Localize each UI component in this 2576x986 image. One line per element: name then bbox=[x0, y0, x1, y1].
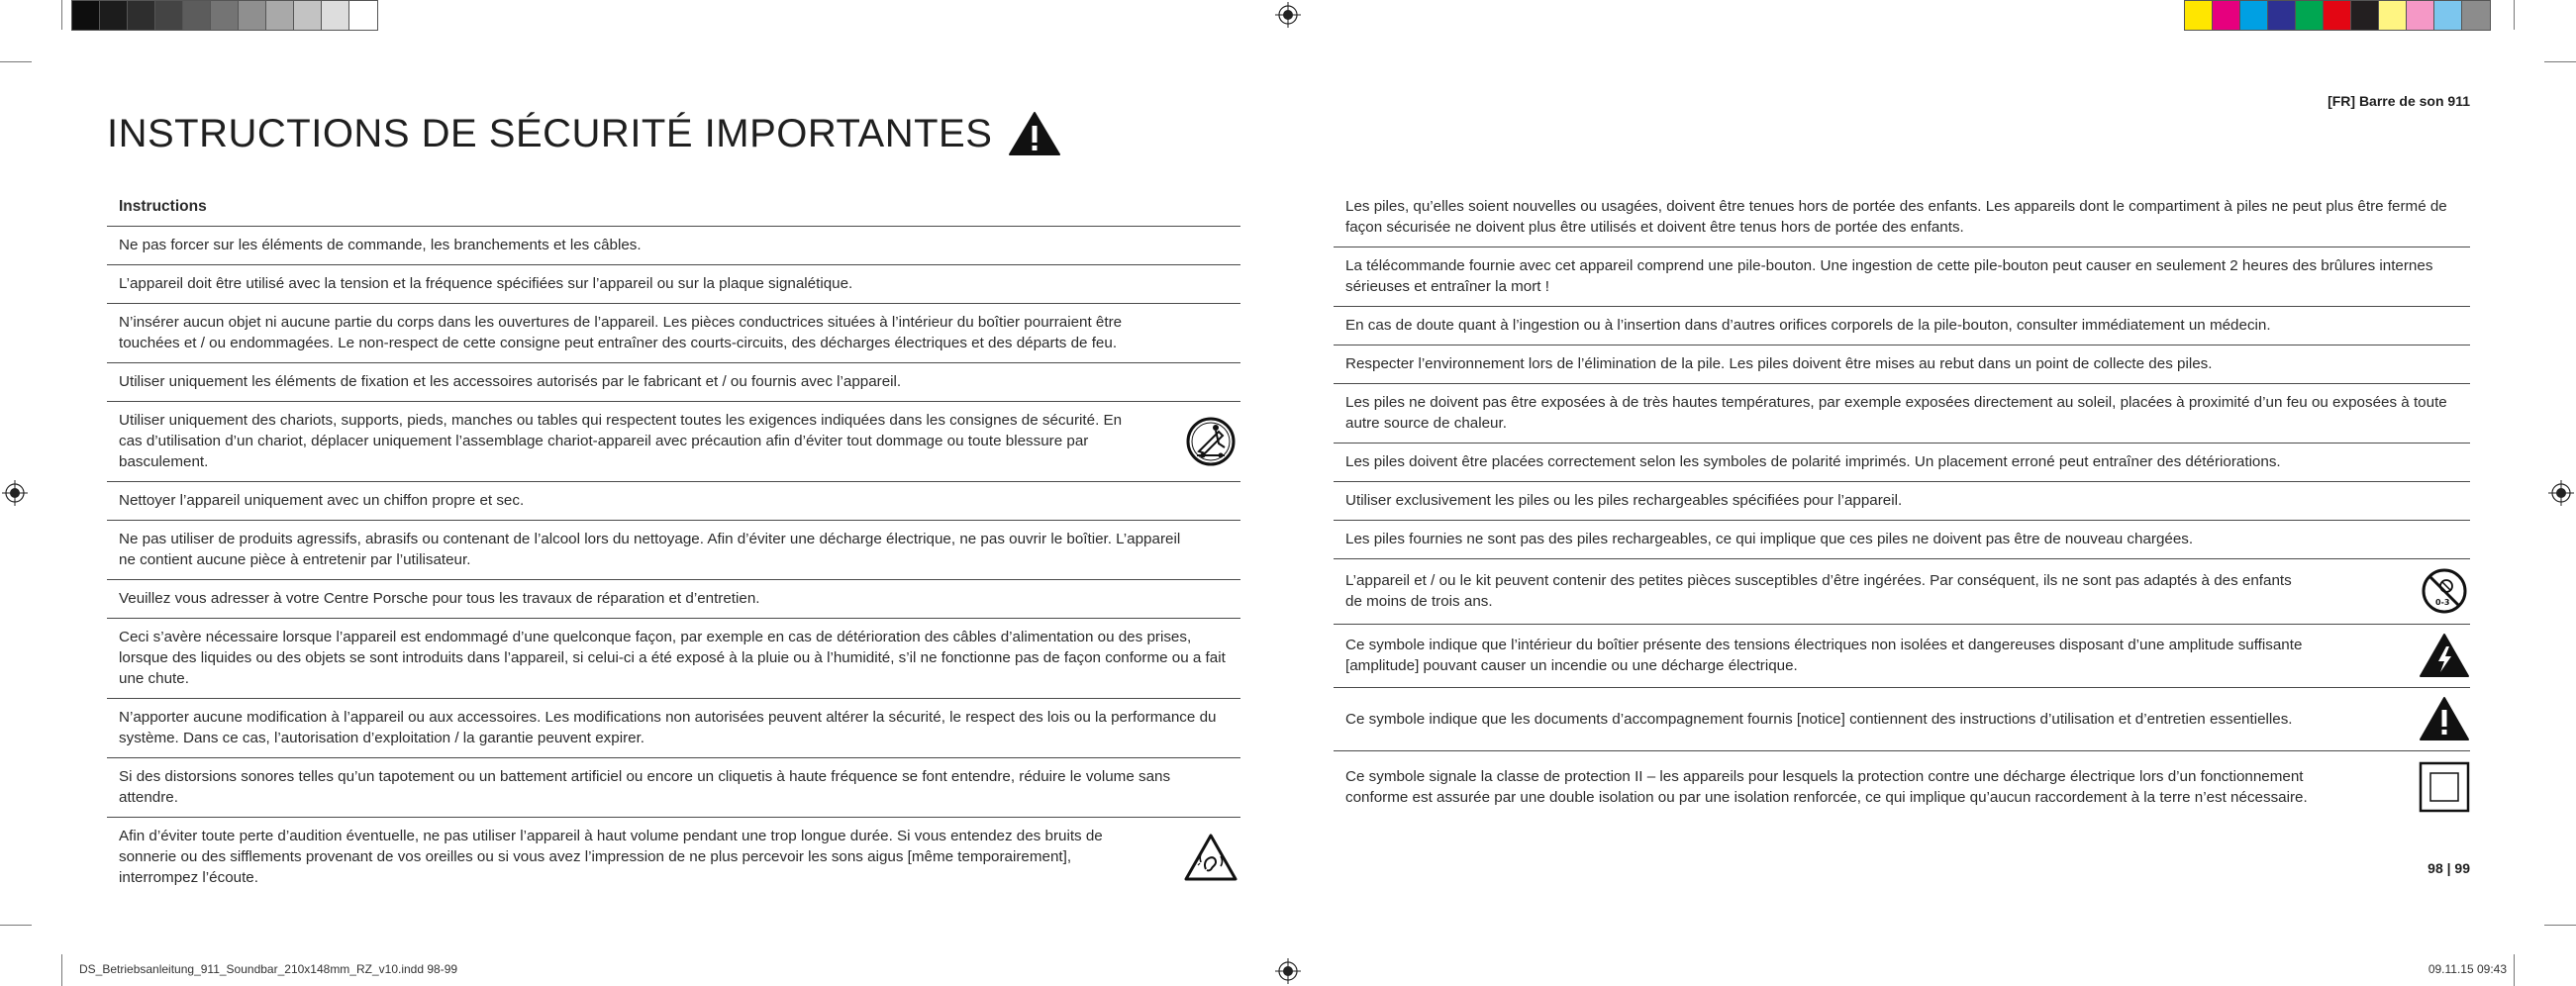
color-swatch bbox=[2434, 1, 2462, 30]
crop-mark bbox=[61, 954, 62, 986]
crop-mark bbox=[2544, 61, 2576, 62]
page-title-text: INSTRUCTIONS DE SÉCURITÉ IMPORTANTES bbox=[107, 111, 993, 155]
gray-swatch bbox=[100, 1, 128, 30]
gray-swatch bbox=[211, 1, 239, 30]
instruction-item bbox=[107, 521, 1240, 580]
running-head: [FR] Barre de son 911 bbox=[2328, 93, 2470, 109]
battery-text: Utiliser exclusivement les piles ou les piles rechargeables spécifiées pour l’appareil. bbox=[1345, 492, 1903, 509]
instruction-text: N’apporter aucune modification à l’appareil ou aux accessoires. Les modifications non autorisées peuvent altérer la sécurité, le respect des lois ou la performance du système. Dans ce cas, l’autorisation d’exploitation / la garantie peuvent expirer. bbox=[119, 709, 1217, 746]
instruction-item bbox=[107, 363, 1240, 402]
age-restriction-icon bbox=[2421, 567, 2468, 615]
registration-mark-icon bbox=[2, 480, 28, 506]
instruction-text: Nettoyer l’appareil uniquement avec un chiffon propre et sec. bbox=[119, 492, 525, 509]
crop-mark bbox=[61, 0, 62, 30]
instruction-text: Utiliser uniquement les éléments de fixation et les accessoires autorisés par le fabricant et / ou fournis avec l’appareil. bbox=[119, 373, 902, 390]
instruction-text: N’insérer aucun objet ni aucune partie du corps dans les ouvertures de l’appareil. Les pièces conductrices situées à l’intérieur du boîtier pourraient être touchées et / ou endommagées. Le non-respect de cette consigne peut entraîner des courts-circuits, des décharges électriques et des départs de feu. bbox=[119, 314, 1123, 351]
process-color-bar bbox=[2184, 0, 2491, 31]
gray-swatch bbox=[294, 1, 322, 30]
instruction-text: Ceci s’avère nécessaire lorsque l’appareil est endommagé d’une quelconque façon, par exemple en cas de détérioration des câbles d’alimentation ou des prises, lorsque des liquides ou des objets se sont introduits dans l’appareil, si celui-ci a été exposé à la pluie ou à l’humidité, s’il ne fonctionne pas de façon conforme ou a fait une chute. bbox=[119, 629, 1226, 687]
registration-mark-icon bbox=[1275, 958, 1301, 984]
instruction-text: Veuillez vous adresser à votre Centre Porsche pour tous les travaux de réparation et d’entretien. bbox=[119, 590, 760, 607]
battery-item bbox=[1334, 625, 2470, 688]
instruction-item bbox=[107, 699, 1240, 758]
instruction-item bbox=[107, 818, 1240, 897]
gray-swatch bbox=[239, 1, 266, 30]
battery-item bbox=[1334, 247, 2470, 307]
gray-swatch bbox=[155, 1, 183, 30]
page-title bbox=[107, 111, 1061, 156]
caution-icon bbox=[2419, 696, 2470, 741]
gray-swatch bbox=[322, 1, 349, 30]
color-swatch bbox=[2240, 1, 2268, 30]
color-swatch bbox=[2213, 1, 2240, 30]
instruction-text: Afin d’éviter toute perte d’audition éventuelle, ne pas utiliser l’appareil à haut volume pendant une trop longue durée. Si vous entendez des bruits de sonnerie ou des sifflements provenant de vos oreilles ou si vous avez l’impression de ne plus percevoir les sons aigus [même temporairement], interrompez l’écoute. bbox=[119, 828, 1103, 886]
instruction-item bbox=[107, 619, 1240, 699]
registration-mark-icon bbox=[1275, 2, 1301, 28]
battery-text: La télécommande fournie avec cet appareil comprend une pile-bouton. Une ingestion de cette pile-bouton peut causer en seulement 2 heures des brûlures internes sérieuses et entraîner la mort ! bbox=[1345, 257, 2433, 295]
instruction-text: Utiliser uniquement des chariots, supports, pieds, manches ou tables qui respectent toutes les exigences indiquées dans les consignes de sécurité. En cas d’utilisation d’un chariot, déplacer uniquement l’assemblage chariot-appareil avec précaution afin d’éviter tout dommage ou toute blessure par basculement. bbox=[119, 412, 1123, 470]
instruction-item bbox=[107, 265, 1240, 304]
instruction-item bbox=[107, 402, 1240, 482]
crop-mark bbox=[0, 925, 32, 926]
battery-item bbox=[1334, 559, 2470, 625]
left-instructions-column bbox=[107, 188, 1240, 897]
battery-item bbox=[1334, 444, 2470, 482]
registration-mark-icon bbox=[2548, 480, 2574, 506]
instruction-text: Ne pas utiliser de produits agressifs, abrasifs ou contenant de l’alcool lors du nettoyage. Afin d’éviter une décharge électrique, ne pas ouvrir le boîtier. L’appareil ne contient aucune pièce à entretenir par l’utilisateur. bbox=[119, 531, 1181, 568]
symbol-text: Ce symbole signale la classe de protection II – les appareils pour lesquels la protection contre une décharge électrique lors d’un fonctionnement conforme est assurée par une double isolation ou par une isolation renforcée, ce qui implique qu’aucun raccordement à la terre n’est nécessaire. bbox=[1345, 768, 2308, 806]
instructions-heading-text: Instructions bbox=[119, 198, 207, 215]
battery-text: Les piles, qu’elles soient nouvelles ou usagées, doivent être tenues hors de portée des enfants. Les appareils dont le compartiment à piles ne peut plus être fermé de façon sécurisée ne doivent plus être utilisés et doivent être tenus hors de portée des enfants. bbox=[1345, 198, 2447, 236]
color-swatch bbox=[2379, 1, 2407, 30]
instruction-item bbox=[107, 482, 1240, 521]
crop-mark bbox=[2514, 954, 2515, 986]
gray-color-bar bbox=[71, 0, 378, 31]
instruction-item bbox=[107, 227, 1240, 265]
battery-text: Les piles ne doivent pas être exposées à de très hautes températures, par exemple exposées directement au soleil, placées à proximité d’un feu ou exposées à toute autre source de chaleur. bbox=[1345, 394, 2447, 432]
symbol-text: Ce symbole indique que l’intérieur du boîtier présente des tensions électriques non isolées et dangereuses disposant d’une amplitude suffisante [amplitude] pouvant causer un incendie ou une décharge électrique. bbox=[1345, 637, 2303, 674]
color-swatch bbox=[2351, 1, 2379, 30]
color-swatch bbox=[2462, 1, 2490, 30]
high-voltage-icon bbox=[2419, 633, 2470, 678]
gray-swatch bbox=[183, 1, 211, 30]
crop-mark bbox=[0, 61, 32, 62]
hearing-damage-icon bbox=[1183, 833, 1238, 882]
battery-text: L’appareil et / ou le kit peuvent contenir des petites pièces susceptibles d’être ingérées. Par conséquent, ils ne sont pas adaptés à des enfants de moins de trois ans. bbox=[1345, 572, 2292, 610]
file-slug: DS_Betriebsanleitung_911_Soundbar_210x148mm_RZ_v10.indd 98-99 bbox=[79, 962, 458, 976]
battery-text: Les piles fournies ne sont pas des piles rechargeables, ce qui implique que ces piles ne doivent pas être de nouveau chargées. bbox=[1345, 531, 2194, 547]
instruction-item bbox=[107, 304, 1240, 363]
crop-mark bbox=[2544, 925, 2576, 926]
age-restriction-label: 0-3 bbox=[2435, 598, 2450, 607]
instructions-heading bbox=[107, 188, 1240, 227]
class-ii-icon bbox=[2419, 761, 2470, 813]
battery-item bbox=[1334, 345, 2470, 384]
battery-item bbox=[1334, 482, 2470, 521]
battery-item bbox=[1334, 188, 2470, 247]
instruction-text: Si des distorsions sonores telles qu’un tapotement ou un battement artificiel ou encore un cliquetis à haute fréquence se font entendre, réduire le volume sans attendre. bbox=[119, 768, 1171, 806]
gray-swatch bbox=[349, 1, 377, 30]
gray-swatch bbox=[266, 1, 294, 30]
right-batteries-column bbox=[1334, 188, 2470, 822]
page-numbers: 98 | 99 bbox=[2427, 860, 2470, 876]
symbol-text: Ce symbole indique que les documents d’accompagnement fournis [notice] contiennent des instructions d’utilisation et d’entretien essentielles. bbox=[1345, 710, 2293, 728]
color-swatch bbox=[2185, 1, 2213, 30]
battery-text: En cas de doute quant à l’ingestion ou à l’insertion dans d’autres orifices corporels de la pile-bouton, consulter immédiatement un médecin. bbox=[1345, 317, 2271, 334]
battery-item bbox=[1334, 307, 2470, 345]
color-swatch bbox=[2407, 1, 2434, 30]
battery-item bbox=[1334, 384, 2470, 444]
battery-item bbox=[1334, 521, 2470, 559]
gray-swatch bbox=[128, 1, 155, 30]
file-timestamp: 09.11.15 09:43 bbox=[2427, 962, 2507, 976]
battery-item bbox=[1334, 751, 2470, 822]
color-swatch bbox=[2324, 1, 2351, 30]
instruction-text: L’appareil doit être utilisé avec la tension et la fréquence spécifiées sur l’appareil ou sur la plaque signalétique. bbox=[119, 275, 853, 292]
battery-text: Les piles doivent être placées correctement selon les symboles de polarité imprimés. Un placement erroné peut entraîner des détériorations. bbox=[1345, 453, 2281, 470]
crop-mark bbox=[2514, 0, 2515, 30]
color-swatch bbox=[2268, 1, 2296, 30]
instruction-item bbox=[107, 758, 1240, 818]
instruction-item bbox=[107, 580, 1240, 619]
instruction-text: Ne pas forcer sur les éléments de commande, les branchements et les câbles. bbox=[119, 237, 642, 253]
gray-swatch bbox=[72, 1, 100, 30]
cart-tip-over-icon bbox=[1185, 416, 1237, 467]
battery-item bbox=[1334, 688, 2470, 751]
color-swatch bbox=[2296, 1, 2324, 30]
battery-text: Respecter l’environnement lors de l’élimination de la pile. Les piles doivent être mises au rebut dans un point de collecte des piles. bbox=[1345, 355, 2213, 372]
warning-icon bbox=[1008, 111, 1061, 156]
